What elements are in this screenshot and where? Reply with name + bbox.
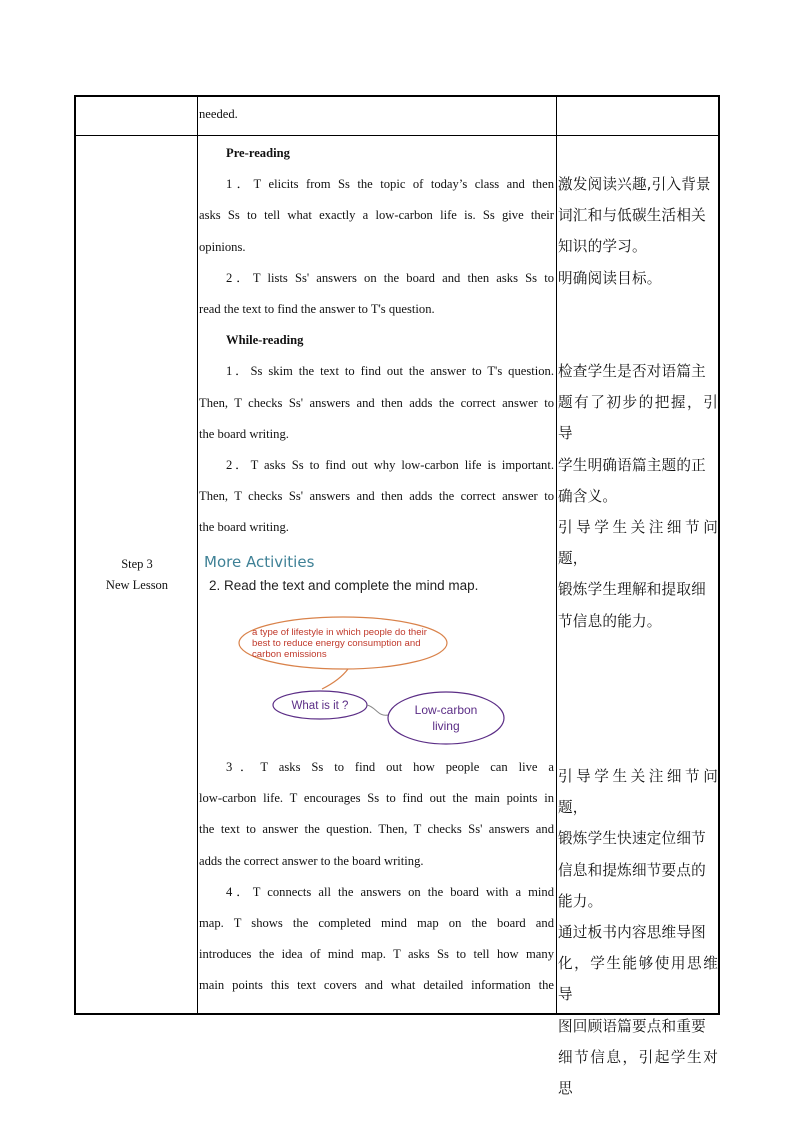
center-line-1: Low-carbon xyxy=(414,703,478,717)
while-reading-p2-line2: Then, T checks Ss' answers and then adds the correct answer to xyxy=(199,489,554,504)
table-left-border xyxy=(74,95,76,1015)
step3-p3-line1: 3．T asks Ss to find out how people can live a xyxy=(226,760,554,774)
purpose-line: 信息和提炼细节要点的 xyxy=(558,861,706,879)
purpose-line: 通过板书内容思维导图 xyxy=(558,924,706,942)
pre-reading-p1-line3: opinions. xyxy=(199,239,246,254)
procedure-upper xyxy=(199,138,554,544)
while-reading-p1-line3: the board writing. xyxy=(199,426,289,441)
purpose-block-2 xyxy=(558,356,718,637)
purpose-line: 锻炼学生理解和提取细 xyxy=(558,581,706,599)
step3-p4-line4: main points this text covers and what detailed information the xyxy=(199,978,554,993)
step3-p4-line1: 4．T connects all the answers on the board with a mind xyxy=(226,884,554,899)
center-line-2: living xyxy=(432,719,460,733)
while-reading-p2-line3: the board writing. xyxy=(199,520,289,535)
step-label xyxy=(78,554,196,596)
purpose-line: 能力。 xyxy=(558,892,603,910)
purpose-line: 学生明确语篇主题的正 xyxy=(558,456,706,474)
purpose-line: 知识的学习。 xyxy=(558,238,647,256)
while-reading-p2-line1: 2．T asks Ss to find out why low-carbon life is important. xyxy=(226,458,554,473)
pre-reading-p2-line2: read the text to find the answer to T's question. xyxy=(199,302,435,317)
purpose-line: 化，学生能够使用思维导 xyxy=(558,955,718,1004)
step3-p4-line3: introduces the idea of mind map. T asks Ss to tell how many xyxy=(199,947,554,962)
purpose-line: 图回顾语篇要点和重要 xyxy=(558,1017,706,1035)
purpose-line: 明确阅读目标。 xyxy=(558,269,662,287)
step3-p3-line3: the text to answer the question. Then, T checks Ss' answers and xyxy=(199,822,554,837)
definition-line-2: best to reduce energy consumption and xyxy=(252,638,421,649)
definition-connector xyxy=(322,669,348,689)
column-divider-2 xyxy=(556,95,557,1015)
purpose-line: 引导学生关注细节问题， xyxy=(558,768,718,817)
step3-p3-line4: adds the correct answer to the board writing. xyxy=(199,853,424,868)
purpose-block-1 xyxy=(558,169,718,294)
pre-reading-p1-line2: asks Ss to tell what exactly a low-carbon life is. Ss give their xyxy=(199,208,554,223)
purpose-line: 激发阅读兴趣,引入背景 xyxy=(558,176,711,193)
column-divider-1 xyxy=(197,95,198,1015)
purpose-line: 词汇和与低碳生活相关 xyxy=(558,207,706,225)
step-number: Step 3 xyxy=(121,557,153,571)
definition-line-3: carbon emissions xyxy=(252,649,327,660)
definition-line-1: a type of lifestyle in which people do their xyxy=(252,627,427,638)
purpose-line: 确含义。 xyxy=(558,487,618,505)
procedure-lower xyxy=(199,752,554,1002)
purpose-line: 锻炼学生快速定位细节 xyxy=(558,830,706,848)
purpose-line: 题有了初步的把握，引导 xyxy=(558,394,718,443)
continued-text: needed. xyxy=(199,107,238,121)
purpose-line: 检查学生是否对语篇主 xyxy=(558,363,706,380)
row-divider xyxy=(74,135,720,136)
activity-title: More Activities xyxy=(204,553,315,571)
mind-map-diagram xyxy=(230,615,520,755)
purpose-line: 节信息的能力。 xyxy=(558,612,662,630)
activity-instruction: 2. Read the text and complete the mind map. xyxy=(209,578,479,593)
while-reading-p1-line2: Then, T checks Ss' answers and then adds the correct answer to xyxy=(199,395,554,410)
step-title: New Lesson xyxy=(105,578,169,592)
table-right-border xyxy=(718,95,720,1015)
step3-p3-line2: low-carbon life. T encourages Ss to find out the main points in xyxy=(199,791,554,806)
pre-reading-heading: Pre-reading xyxy=(226,146,290,160)
purpose-block-3 xyxy=(558,761,718,1104)
table-top-border xyxy=(74,95,720,97)
question-text: What is it ? xyxy=(291,700,349,712)
step3-p4-line2: map. T shows the completed mind map on the board and xyxy=(199,916,554,931)
center-connector xyxy=(367,705,388,715)
pre-reading-p1-line1: 1．T elicits from Ss the topic of today’s class and then xyxy=(226,177,554,192)
while-reading-p1-line1: 1．Ss skim the text to find out the answer to T's question. xyxy=(226,364,554,379)
pre-reading-p2-line1: 2．T lists Ss' answers on the board and then asks Ss to xyxy=(226,270,554,285)
while-reading-heading: While-reading xyxy=(226,333,304,348)
purpose-line: 细节信息，引起学生对思 xyxy=(558,1048,718,1098)
purpose-line: 引导学生关注细节问题， xyxy=(558,519,718,568)
center-bubble xyxy=(388,692,504,744)
